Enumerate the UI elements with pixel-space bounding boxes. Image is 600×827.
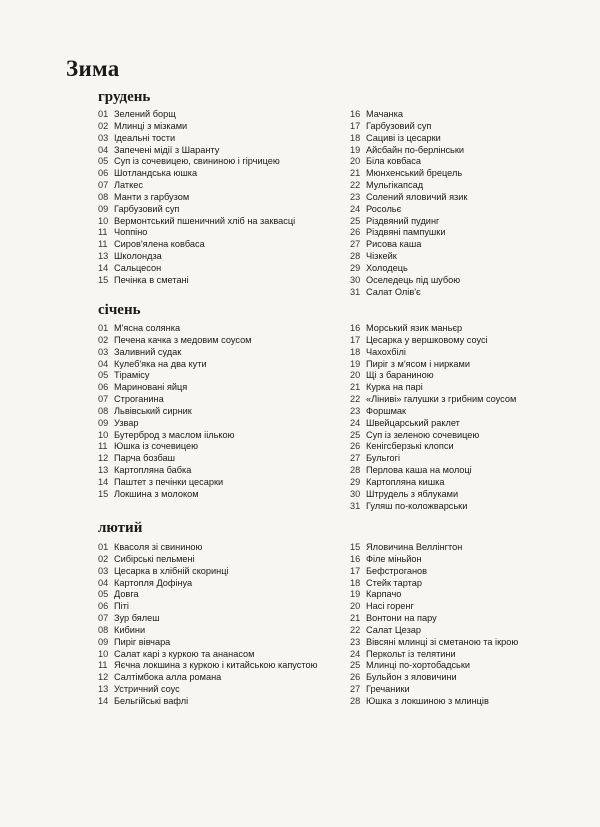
list-item [350,109,467,121]
item-number: 15 [98,274,109,285]
list-item [98,566,318,578]
january-right-list [350,323,516,513]
item-number: 15 [350,542,361,552]
item-title: Заливний судак [114,346,182,357]
item-title: Чахохбілі [366,346,406,357]
list-item [98,335,252,347]
item-title: Манти з гарбузом [114,191,190,202]
list-item [350,156,467,168]
item-title: Картопляна бабка [114,465,192,476]
list-item [350,204,467,216]
item-number: 08 [98,624,109,635]
item-number: 18 [350,132,361,143]
list-item [98,465,252,477]
item-number: 02 [98,120,109,131]
item-title: Тірамісу [114,370,150,381]
item-number: 28 [350,465,361,476]
list-item [98,394,252,406]
item-title: Штрудель з яблуками [366,488,459,499]
item-title: Яловичина Веллінгтон [366,542,463,552]
item-title: Бутерброд з маслом іількою [114,429,235,440]
item-title: Зур бялеш [114,613,160,624]
item-title: «Ліниві» галушки з грибним соусом [366,394,517,405]
list-item [98,625,318,637]
item-title: Парча бозбаш [114,453,175,464]
item-number: 05 [98,370,109,381]
item-title: Сиров'ялена ковбаса [114,239,205,250]
list-item [98,477,252,489]
list-item [350,672,518,684]
item-title: Кулеб'яка на два кути [114,358,207,369]
list-item [350,613,518,625]
item-title: Стейк тартар [366,577,422,588]
item-number: 29 [350,262,361,273]
item-number: 25 [350,660,361,671]
item-title: Львівський сирник [114,405,192,416]
list-item [98,489,252,501]
list-item [350,239,467,251]
list-item [350,192,467,204]
item-title: М'ясна солянка [114,323,181,333]
list-item [98,109,295,121]
list-item [98,156,295,168]
item-number: 20 [350,156,361,167]
item-title: Квасоля зі свининою [114,542,203,552]
item-title: Запечені мідії з Шаранту [114,144,220,155]
item-title: Устричний соус [114,684,180,695]
list-item [350,441,516,453]
item-number: 03 [98,565,109,576]
item-title: Картопляна кишка [366,476,445,487]
item-title: Печінка в сметані [114,274,189,285]
list-item [350,347,516,359]
item-title: Печена качка з медовим соусом [114,334,252,345]
item-number: 08 [98,191,109,202]
item-number: 17 [350,334,361,345]
list-item [98,192,295,204]
list-item [350,168,467,180]
item-title: Локшина з молоком [114,488,199,499]
list-item [98,637,318,649]
item-title: Оселедець під шубою [366,274,461,285]
december-right-list [350,109,467,299]
list-item [350,227,467,239]
item-title: Млинці з мізками [114,120,188,131]
item-number: 01 [98,542,109,552]
item-number: 11 [98,227,108,238]
item-title: Пиріг вівчара [114,636,171,647]
item-title: Юшка з локшиною з млинців [366,695,489,706]
item-number: 28 [350,695,361,706]
list-item [350,180,467,192]
item-number: 18 [350,577,361,588]
list-item [350,489,516,501]
list-item [350,287,467,299]
item-title: Рисова каша [366,239,422,250]
item-number: 07 [98,394,109,405]
list-item [350,453,516,465]
item-number: 24 [350,648,361,659]
list-item [98,323,252,335]
item-number: 04 [98,577,109,588]
list-item [98,370,252,382]
item-number: 22 [350,180,361,191]
item-title: Салтімбока алла романа [114,672,222,683]
item-number: 02 [98,553,109,564]
month-heading-december: грудень [98,89,151,105]
item-title: Цесарка в хлібній скоринці [114,565,229,576]
item-number: 31 [350,500,361,511]
item-number: 25 [350,215,361,226]
list-item [350,578,518,590]
list-item [350,382,516,394]
list-item [350,477,516,489]
item-number: 29 [350,476,361,487]
list-item [98,359,252,371]
item-number: 22 [350,394,361,405]
item-number: 14 [98,695,109,706]
list-item [350,263,467,275]
list-item [98,613,318,625]
item-title: Гарбузовий суп [366,120,432,131]
item-title: Гречаники [366,684,410,695]
item-number: 05 [98,156,109,167]
list-item [350,589,518,601]
item-number: 09 [98,203,109,214]
list-item [98,430,252,442]
item-title: Мариновані яйця [114,382,188,393]
item-number: 16 [350,109,361,119]
item-title: Юшка із сочевицею [114,441,199,452]
item-number: 28 [350,251,361,262]
item-number: 03 [98,132,109,143]
item-title: Яєчна локшина з куркою і китайською капустою [114,660,318,671]
item-number: 18 [350,346,361,357]
item-number: 15 [98,488,109,499]
list-item [98,263,295,275]
list-item [98,239,295,251]
month-heading-february: лютий [98,520,143,536]
list-item [350,121,467,133]
item-title: Філе міньйон [366,553,422,564]
item-number: 14 [98,476,109,487]
item-title: Салат карі з куркою та ананасом [114,648,255,659]
item-title: Вонтони на пару [366,613,437,624]
item-title: Гуляш по-коложварськи [366,500,468,511]
item-number: 05 [98,589,109,600]
list-item [98,180,295,192]
list-item [98,684,318,696]
list-item [98,542,318,554]
item-number: 07 [98,180,109,191]
item-number: 10 [98,648,109,659]
item-title: Бульйон з яловичини [366,672,457,683]
list-item [350,251,467,263]
item-number: 03 [98,346,109,357]
item-title: Холодець [366,262,408,273]
item-number: 09 [98,636,109,647]
item-title: Карпачо [366,589,402,600]
item-title: Сациві із цесарки [366,132,441,143]
list-item [350,133,467,145]
item-number: 19 [350,144,361,155]
item-title: Форшмак [366,405,407,416]
item-title: Насі горенг [366,601,414,612]
item-title: Різдвяний пудинг [366,215,440,226]
list-item [98,696,318,708]
item-number: 01 [98,109,109,119]
item-number: 14 [98,262,109,273]
item-number: 20 [350,601,361,612]
february-left-list [98,542,318,708]
item-number: 12 [98,672,109,683]
item-title: Піті [114,601,129,612]
item-number: 21 [350,382,361,393]
list-item [350,465,516,477]
item-number: 19 [350,358,361,369]
list-item [350,394,516,406]
january-left-list [98,323,252,501]
item-title: Сальцесон [114,262,162,273]
item-title: Строганина [114,394,164,405]
item-number: 23 [350,191,361,202]
item-title: Курка на парі [366,382,423,393]
item-title: Суп із зеленою сочевицею [366,429,480,440]
item-title: Мюнхенський брецель [366,168,463,179]
item-title: Бефстроганов [366,565,428,576]
item-number: 31 [350,286,361,297]
item-title: Кенігсберзькі клопси [366,441,454,452]
item-title: Мульгікапсад [366,180,424,191]
list-item [98,121,295,133]
item-number: 21 [350,168,361,179]
item-title: Пиріг з м'ясом і нирками [366,358,470,369]
list-item [98,382,252,394]
list-item [98,453,252,465]
item-number: 24 [350,203,361,214]
item-title: Зелений борщ [114,109,176,119]
list-item [98,589,318,601]
item-title: Морський язик маньєр [366,323,463,333]
page-title: Зима [66,56,120,81]
item-title: Латкес [114,180,143,191]
item-title: Вермонтський пшеничний хліб на заквасці [114,215,296,226]
list-item [98,204,295,216]
list-item [350,418,516,430]
item-number: 22 [350,624,361,635]
list-item [350,145,467,157]
list-item [98,418,252,430]
item-title: Мачанка [366,109,403,119]
list-item [98,649,318,661]
item-number: 13 [98,684,109,695]
item-title: Різдвяні пампушки [366,227,446,238]
item-number: 19 [350,589,361,600]
item-number: 16 [350,553,361,564]
item-number: 23 [350,405,361,416]
item-number: 26 [350,441,361,452]
item-number: 30 [350,488,361,499]
list-item [98,275,295,287]
item-title: Довга [114,589,139,600]
item-title: Щі з бараниною [366,370,434,381]
list-item [98,133,295,145]
list-item [98,227,295,239]
item-title: Паштет з печінки цесарки [114,476,224,487]
item-title: Салат Олів'є [366,286,421,297]
list-item [350,684,518,696]
item-number: 21 [350,613,361,624]
item-title: Узвар [114,417,139,428]
list-item [98,578,318,590]
item-number: 06 [98,382,109,393]
item-number: 27 [350,453,361,464]
list-item [350,601,518,613]
item-title: Картопля Дофінуа [114,577,193,588]
february-right-list [350,542,518,708]
list-item [350,323,516,335]
item-title: Шотландська юшка [114,168,198,179]
list-item [98,216,295,228]
item-number: 10 [98,215,109,226]
item-title: Вівсяні млинці зі сметаною та ікрою [366,636,519,647]
item-title: Гарбузовий суп [114,203,180,214]
item-title: Чізкейк [366,251,397,262]
list-item [350,406,516,418]
item-number: 25 [350,429,361,440]
item-number: 11 [98,441,108,452]
list-item [98,441,252,453]
list-item [350,696,518,708]
month-heading-january: січень [98,302,141,318]
item-number: 23 [350,636,361,647]
list-item [350,216,467,228]
list-item [350,359,516,371]
item-title: Млинці по-хортобадськи [366,660,470,671]
list-item [350,275,467,287]
list-item [98,660,318,672]
item-number: 30 [350,274,361,285]
list-item [98,251,295,263]
item-number: 24 [350,417,361,428]
item-number: 27 [350,684,361,695]
item-number: 27 [350,239,361,250]
item-number: 08 [98,405,109,416]
item-number: 04 [98,144,109,155]
item-number: 17 [350,565,361,576]
item-title: Солений яловичий язик [366,191,468,202]
item-title: Суп із сочевицею, свининою і гірчицею [114,156,280,167]
item-title: Бельгійські вафлі [114,695,189,706]
list-item [350,542,518,554]
item-number: 10 [98,429,109,440]
item-number: 11 [98,239,108,250]
list-item [350,430,516,442]
list-item [98,168,295,180]
list-item [98,554,318,566]
item-number: 01 [98,323,109,333]
item-number: 20 [350,370,361,381]
item-title: Ідеальні тости [114,132,176,143]
list-item [98,406,252,418]
item-number: 06 [98,168,109,179]
item-title: Бульгогі [366,453,401,464]
item-title: Швейцарський раклет [366,417,460,428]
item-number: 16 [350,323,361,333]
item-title: Росольє [366,203,402,214]
item-number: 07 [98,613,109,624]
item-number: 26 [350,672,361,683]
item-number: 13 [98,465,109,476]
list-item [98,672,318,684]
list-item [98,145,295,157]
list-item [350,649,518,661]
item-title: Школондза [114,251,162,262]
list-item [98,347,252,359]
list-item [350,637,518,649]
item-title: Перлова каша на молоці [366,465,472,476]
item-number: 11 [98,660,108,671]
list-item [350,625,518,637]
item-number: 17 [350,120,361,131]
list-item [350,566,518,578]
list-item [350,554,518,566]
december-left-list [98,109,295,287]
item-number: 09 [98,417,109,428]
item-number: 13 [98,251,109,262]
list-item [350,660,518,672]
item-title: Перкольт із телятини [366,648,456,659]
list-item [350,335,516,347]
item-title: Сибірські пельмені [114,553,195,564]
list-item [98,601,318,613]
item-number: 04 [98,358,109,369]
item-number: 02 [98,334,109,345]
item-title: Чоппіно [114,227,148,238]
item-title: Салат Цезар [366,624,422,635]
item-title: Кибини [114,624,146,635]
list-item [350,501,516,513]
item-title: Айсбайн по-берлінськи [366,144,464,155]
item-number: 06 [98,601,109,612]
list-item [350,370,516,382]
item-number: 26 [350,227,361,238]
item-title: Цесарка у вершковому соусі [366,334,488,345]
item-title: Біла ковбаса [366,156,421,167]
item-number: 12 [98,453,109,464]
